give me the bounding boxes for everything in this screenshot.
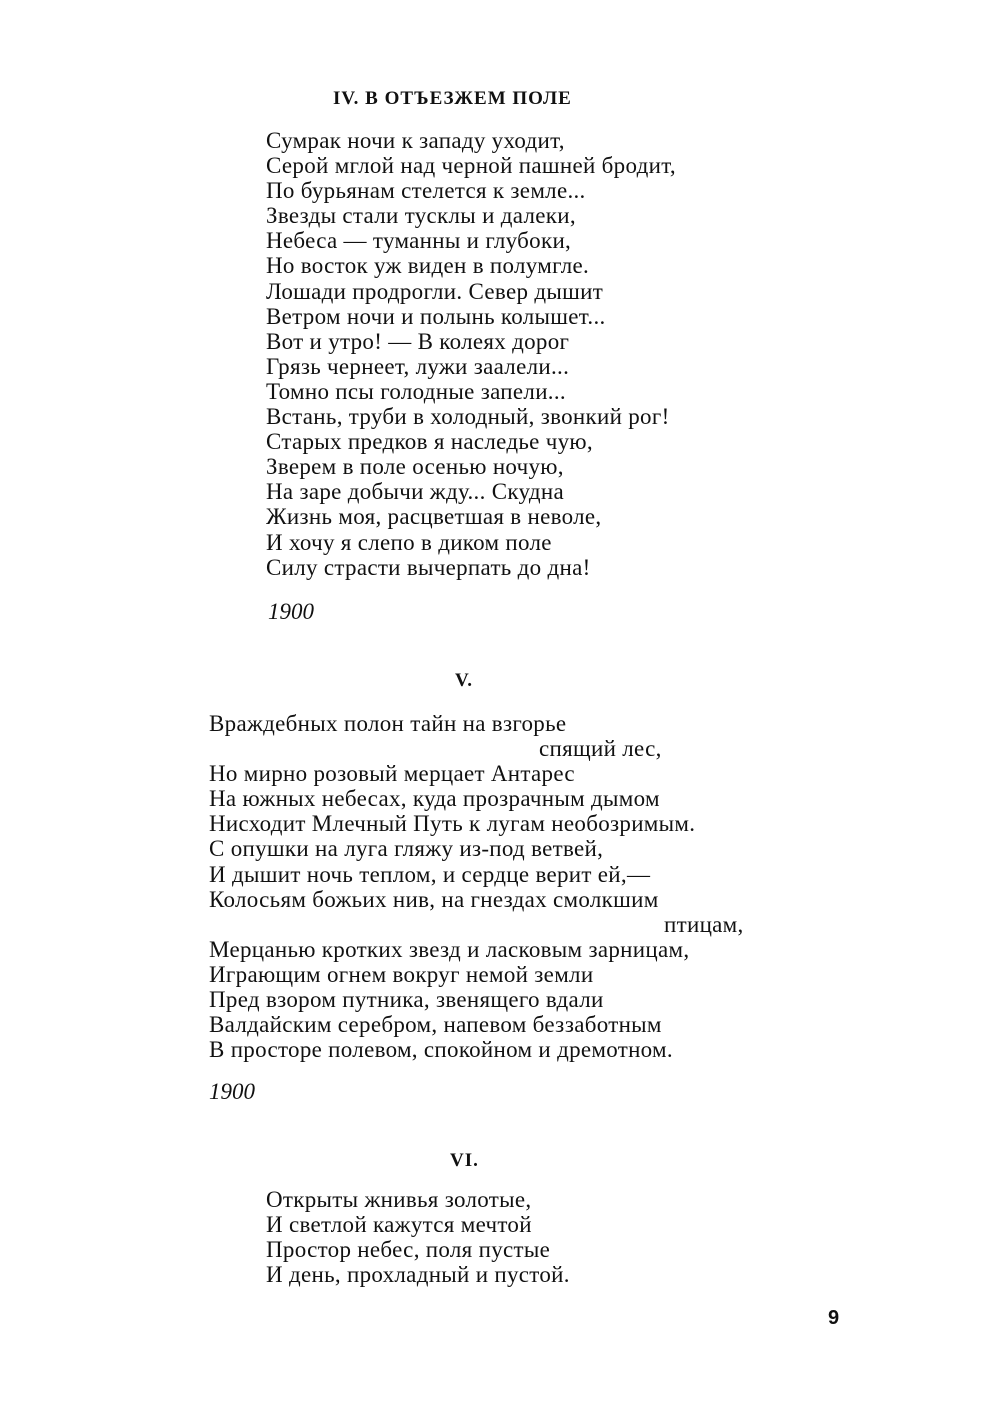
poem-iv [266,128,676,580]
poem-line: Но мирно розовый мерцает Антарес [209,761,575,787]
poem-line: Но восток уж виден в полумгле. [266,253,590,279]
poem-line: С опушки на луга гляжу из-под ветвей, [209,836,604,862]
poem-line: Серой мглой над черной пашней бродит, [266,153,676,179]
poem-line: Лошади продрогли. Север дышит [266,278,604,304]
poem-line: Силу страсти вычерпать до дна! [266,554,591,580]
poem-line: Простор небес, поля пустые [266,1237,551,1263]
poem-line: Старых предков я наследье чую, [266,429,593,455]
section-heading-v: V. [455,670,474,691]
section-heading-iv: IV. В ОТЪЕЗЖЕМ ПОЛЕ [333,88,572,109]
poem-line: Мерцанью кротких звезд и ласковым зарницам, [209,936,690,962]
poem-line: Встань, труби в холодный, звонкий рог! [266,404,670,430]
poem-line: И день, прохладный и пустой. [266,1262,570,1288]
poem-line: Звезды стали тусклы и далеки, [266,203,576,229]
poem-v [209,711,744,1062]
poem-date-iv: 1900 [268,599,314,624]
poem-line: И светлой кажутся мечтой [266,1212,532,1238]
poem-line: По бурьянам стелется к земле... [266,178,586,204]
poem-line: Сумрак ночи к западу уходит, [266,128,565,153]
poem-line: птицам, [664,911,744,937]
poem-line: Небеса — туманны и глубоки, [266,228,572,254]
poem-line: Грязь чернеет, лужи заалели... [266,353,570,379]
poem-line: Валдайским серебром, напевом беззаботным [209,1012,662,1038]
poem-line: На южных небесах, куда прозрачным дымом [209,786,660,812]
section-heading-vi: VI. [450,1150,479,1171]
poem-line: Вот и утро! — В колеях дорог [266,328,570,354]
poem-line: Ветром ночи и полынь колышет... [266,303,606,329]
poem-line: Враждебных полон тайн на взгорье [209,711,567,736]
poem-line: И дышит ночь теплом, и сердце верит ей,— [209,861,651,887]
poem-line: Нисходит Млечный Путь к лугам необозримым. [209,811,696,837]
poem-line: И хочу я слепо в диком поле [266,529,552,555]
poem-line: В просторе полевом, спокойном и дремотном. [209,1037,673,1063]
poem-line: Томно псы голодные запели... [266,378,566,404]
poem-line: Колосьям божьих нив, на гнездах смолкшим [209,886,659,912]
poem-line: Зверем в поле осенью ночую, [266,454,564,480]
poem-line: Жизнь моя, расцветшая в неволе, [266,504,602,530]
poem-line: Играющим огнем вокруг немой земли [209,961,594,987]
poem-date-v: 1900 [209,1079,255,1104]
poem-line: Пред взором путника, звенящего вдали [209,987,604,1013]
poem-line: Открыты жнивья золотые, [266,1187,532,1212]
poem-line: На заре добычи жду... Скудна [266,479,564,505]
page-number: 9 [828,1307,840,1329]
poem-line: спящий лес, [539,736,662,762]
poem-vi [266,1187,570,1287]
